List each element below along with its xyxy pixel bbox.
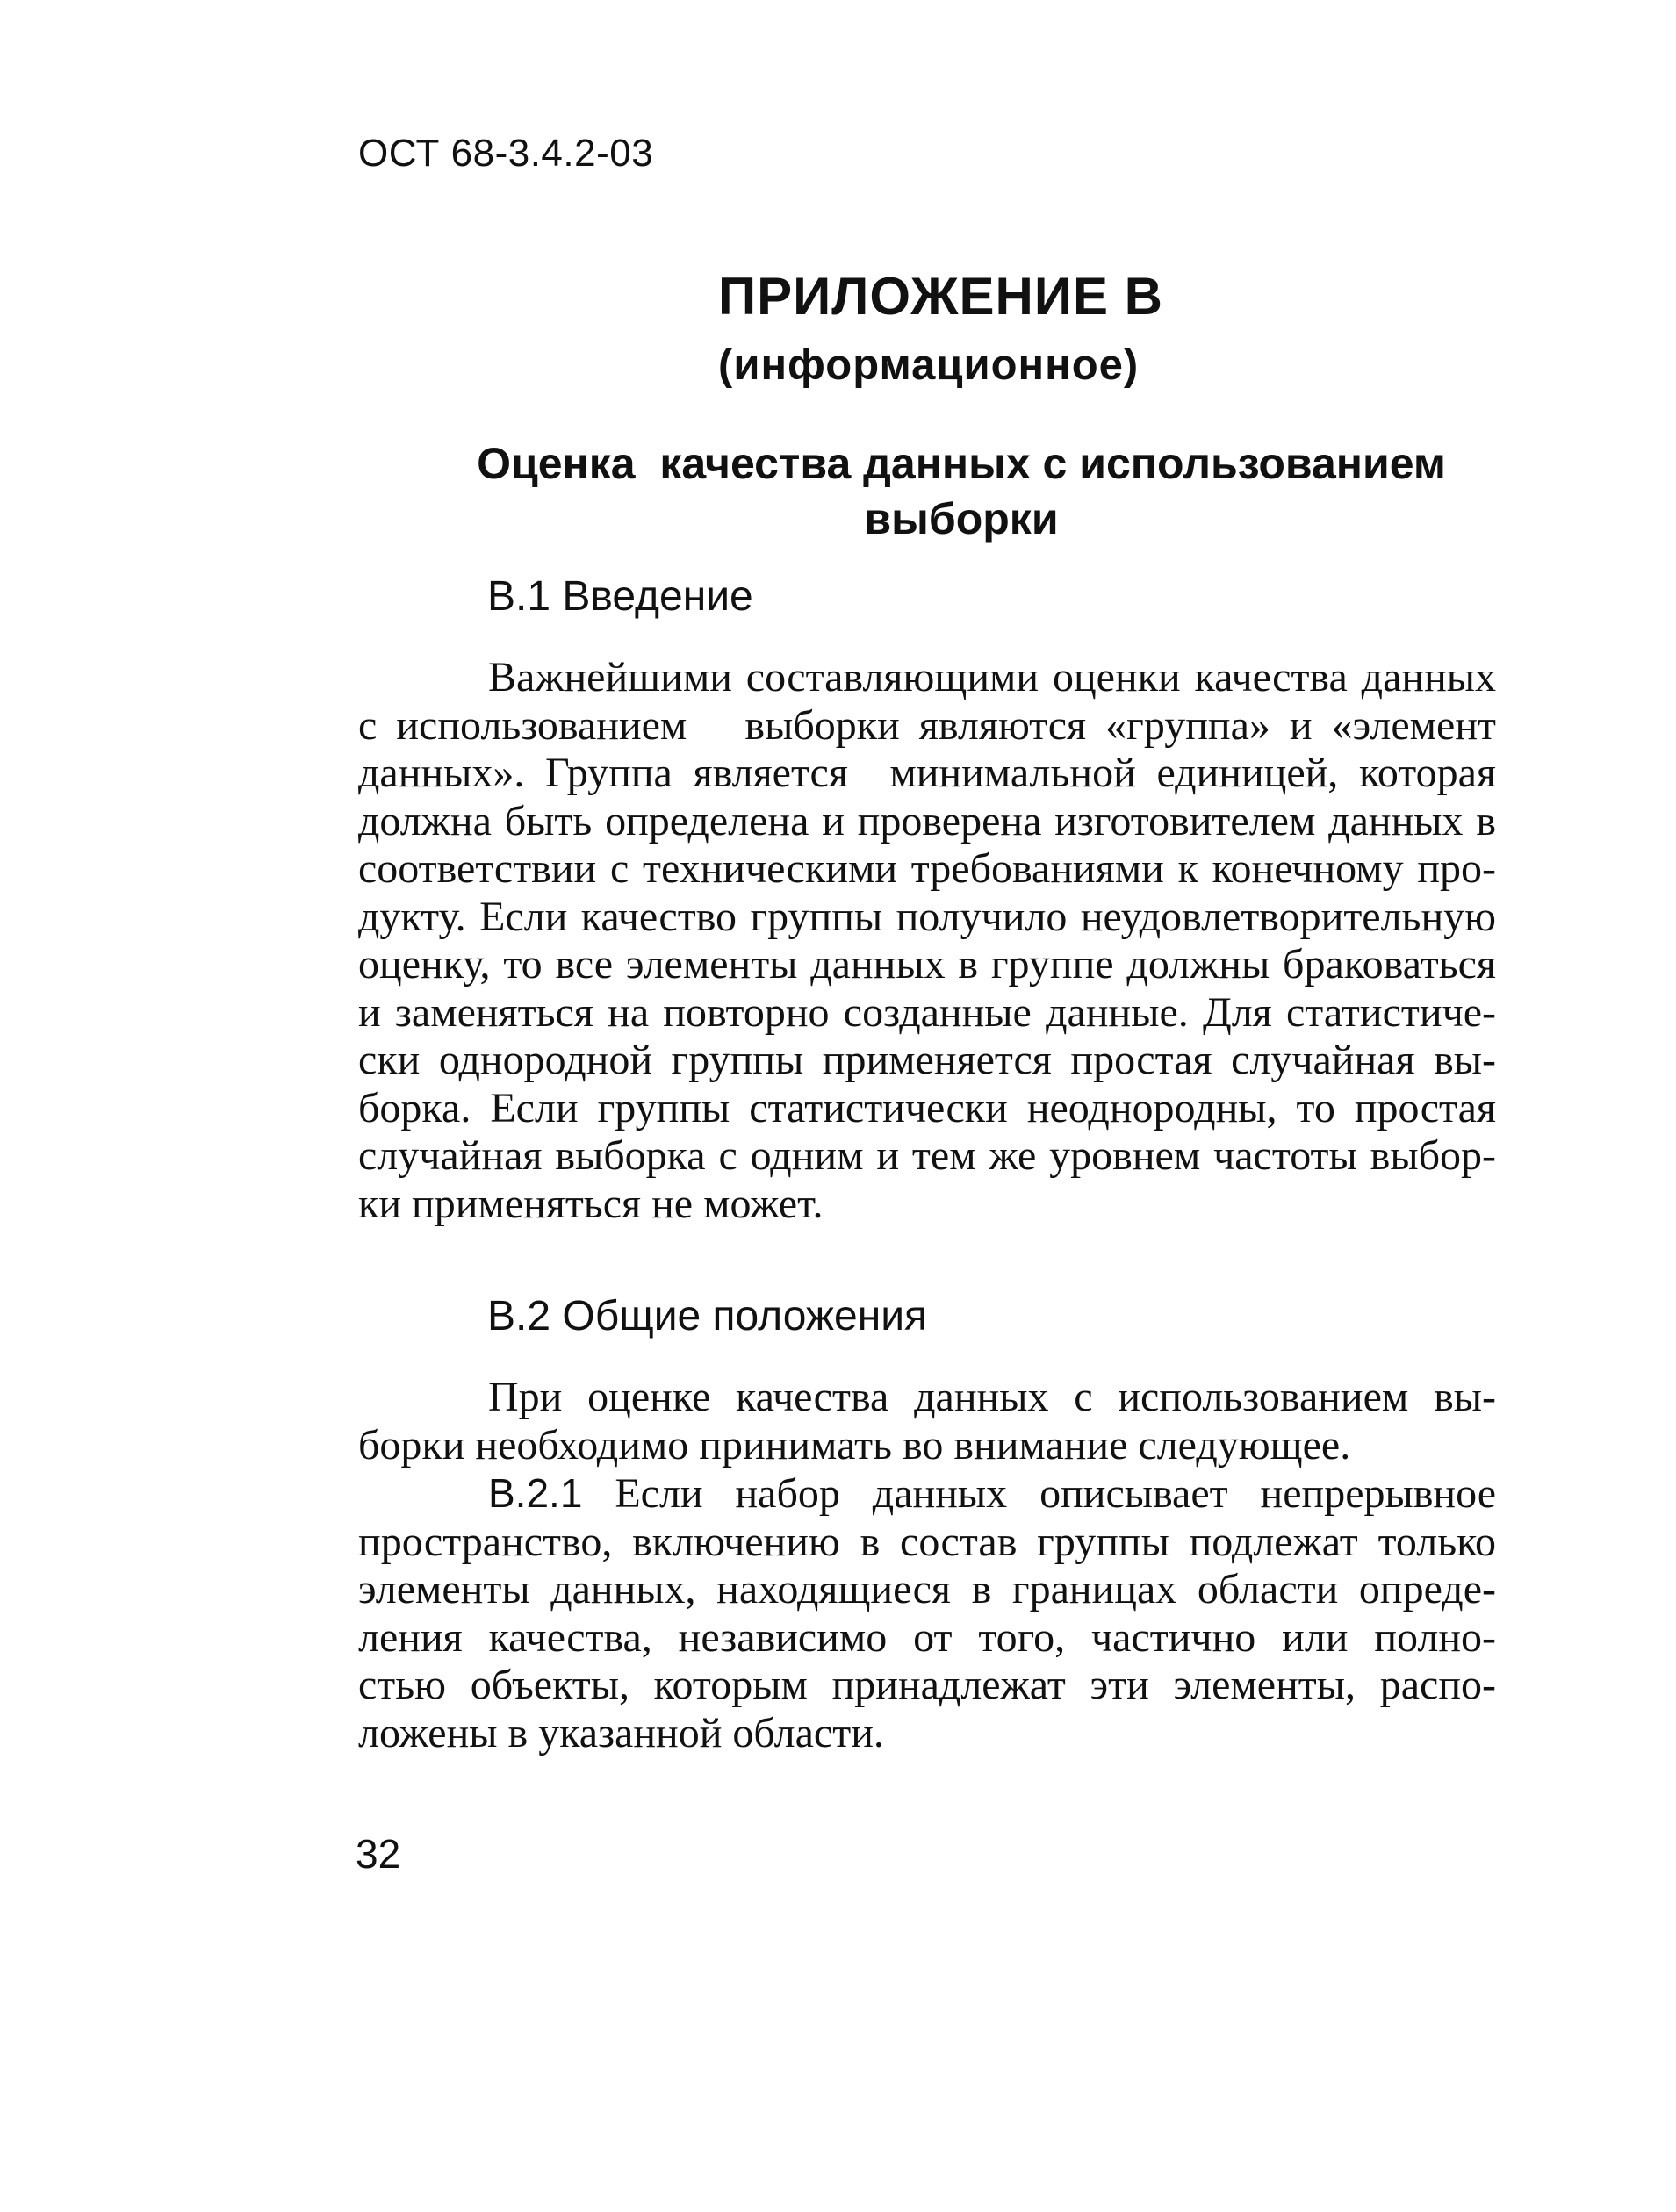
paragraph-line: борка. Если группы статистически неоднородны, то простая — [358, 1084, 1496, 1131]
section-title-line-1: Оценка качества данных с использованием — [477, 439, 1446, 488]
paragraph-line — [358, 1469, 1496, 1519]
section-title — [356, 436, 1567, 547]
paragraph-line: ложены в указанной области. — [358, 1709, 884, 1756]
paragraph-line: Важнейшими составляющими оценки качества данных — [488, 654, 1496, 700]
paragraph-b2 — [358, 1374, 1496, 1469]
paragraph-line: При оценке качества данных с использованием вы- — [488, 1374, 1496, 1420]
page-number: 32 — [356, 1831, 401, 1877]
paragraph-b2-1 — [358, 1469, 1496, 1757]
paragraph-line: борки необходимо принимать во внимание следующее. — [358, 1421, 1351, 1469]
paragraph-line: дукту. Если качество группы получило неудовлетворительную — [358, 893, 1496, 940]
document-code: ОСТ 68-3.4.2-03 — [358, 132, 654, 175]
appendix-subtitle: (информационное) — [718, 341, 1140, 389]
paragraph-line: ки применяться не может. — [358, 1180, 824, 1227]
paragraph-line: соответствии с техническими требованиями к конечному про- — [358, 845, 1496, 892]
subsection-heading-b2: В.2 Общие положения — [487, 1293, 927, 1339]
clause-number: В.2.1 — [488, 1470, 583, 1516]
paragraph-line: ски однородной группы применяется простая случайная вы- — [358, 1037, 1496, 1083]
subsection-heading-b1: В.1 Введение — [487, 573, 753, 620]
paragraph-line: данных». Группа является минимальной единицей, которая — [358, 750, 1496, 796]
paragraph-line: оценку, то все элементы данных в группе должны браковаться — [358, 941, 1496, 988]
paragraph-line: случайная выборка с одним и тем же уровнем частоты выбор- — [358, 1132, 1496, 1179]
section-title-line-2: выборки — [864, 494, 1059, 543]
appendix-title: ПРИЛОЖЕНИЕ В — [718, 267, 1163, 326]
paragraph-line: должна быть определена и проверена изготовителем данных в — [358, 797, 1496, 844]
paragraph-line: элементы данных, находящиеся в границах области опреде- — [358, 1566, 1496, 1612]
paragraph-line: ления качества, независимо от того, частично или полно- — [358, 1613, 1496, 1661]
paragraph-b1 — [358, 654, 1496, 1228]
paragraph-line: и заменяться на повторно созданные данные. Для статистиче- — [358, 988, 1496, 1036]
paragraph-line: с использованием выборки являются «группа» и «элемент — [358, 701, 1496, 749]
paragraph-line: стью объекты, которым принадлежат эти элементы, распо- — [358, 1662, 1496, 1708]
paragraph-line: пространство, включению в состав группы подлежат только — [358, 1518, 1496, 1565]
clause-first-line: Если набор данных описывает непрерывное — [582, 1470, 1496, 1517]
